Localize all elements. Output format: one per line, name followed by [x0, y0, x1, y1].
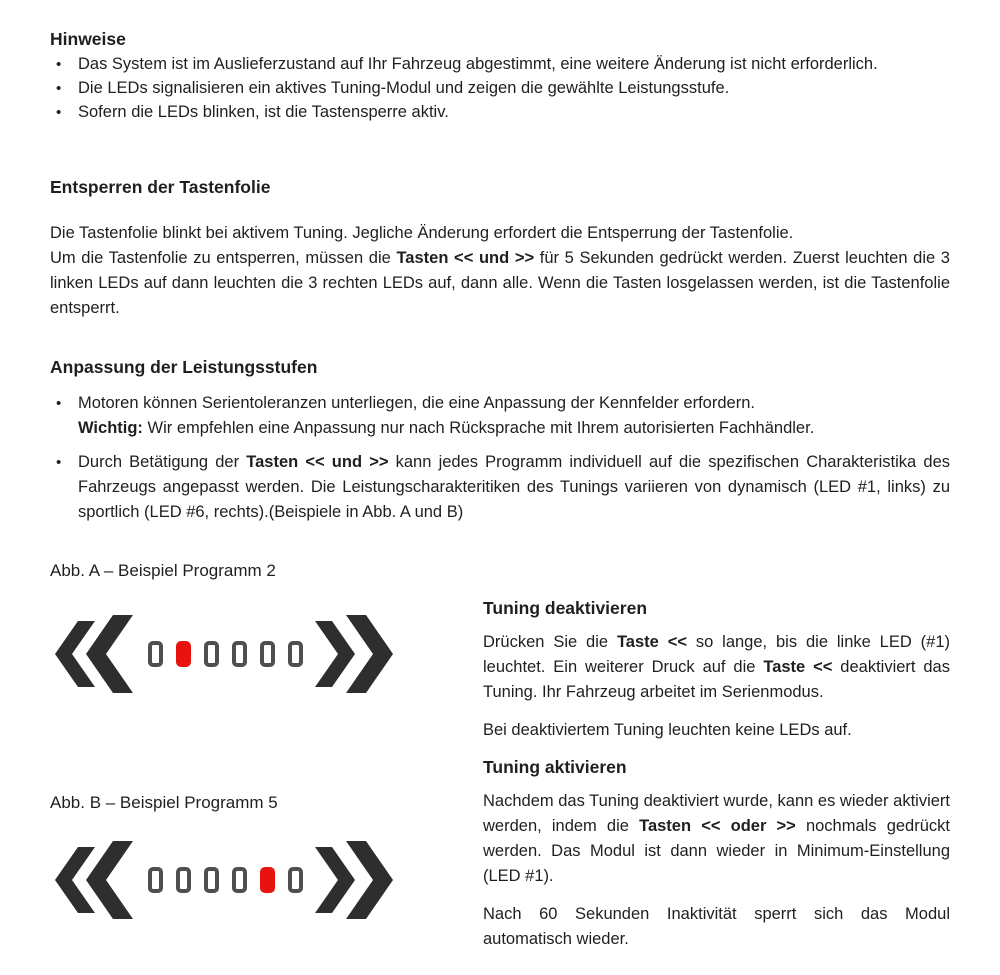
led-active — [260, 867, 275, 893]
section-heading-tuning-deaktivieren: Tuning deaktivieren — [483, 598, 648, 618]
bullet-icon — [56, 52, 61, 77]
section-heading-anpassung: Anpassung der Leistungsstufen — [50, 357, 318, 377]
led-strip — [148, 641, 303, 667]
led-inactive — [148, 867, 163, 893]
led-strip — [148, 867, 303, 893]
list-item — [50, 450, 950, 525]
section-heading-tuning-aktivieren: Tuning aktivieren — [483, 757, 627, 777]
bullet-text: Sofern die LEDs blinken, ist die Tastensperre aktiv. — [78, 103, 449, 121]
bullet-text: Das System ist im Auslieferzustand auf Ihr Fahrzeug abgestimmt, eine weitere Änderung ist nicht erforderlich. — [78, 55, 878, 73]
led-inactive — [204, 867, 219, 893]
bullet-icon — [56, 450, 61, 475]
double-chevron-left-icon — [55, 615, 133, 693]
figure-b-led-display — [55, 841, 393, 919]
led-inactive — [288, 641, 303, 667]
paragraph: Bei deaktiviertem Tuning leuchten keine LEDs auf. — [483, 721, 852, 739]
bullet-text: Wichtig: Wir empfehlen eine Anpassung nur nach Rücksprache mit Ihrem autorisierten Fachhändler. — [78, 419, 815, 437]
led-inactive — [288, 867, 303, 893]
bullet-icon — [56, 100, 61, 125]
led-inactive — [232, 867, 247, 893]
right-column — [483, 597, 950, 965]
double-chevron-right-icon — [315, 841, 393, 919]
figure-a-led-display — [55, 615, 393, 693]
led-inactive — [148, 641, 163, 667]
figure-b-label: Abb. B – Beispiel Programm 5 — [50, 793, 278, 812]
list-item — [50, 391, 950, 441]
paragraph: Nach 60 Sekunden Inaktivität sperrt sich das Modul automatisch wieder. — [483, 905, 950, 948]
paragraph: Um die Tastenfolie zu entsperren, müssen die Tasten << und >> für 5 Sekunden gedrückt werden. Zuerst leuchten die 3 linken LEDs auf dann leuchten die 3 rechten LEDs auf, dann alle. Wenn die Tasten losgelassen werden, ist die Tastenfolie entsperrt. — [50, 249, 950, 317]
figure-a-label: Abb. A – Beispiel Programm 2 — [50, 561, 276, 580]
paragraph: Nachdem das Tuning deaktiviert wurde, kann es wieder aktiviert werden, indem die Tasten << oder >> nochmals gedrückt werden. Das Modul ist dann wieder in Minimum-Einstellung (LED #1). — [483, 792, 950, 885]
anpassung-bullet-list — [50, 391, 950, 525]
section-heading-hinweise: Hinweise — [50, 29, 126, 49]
paragraph: Die Tastenfolie blinkt bei aktivem Tuning. Jegliche Änderung erfordert die Entsperrung der Tastenfolie. — [50, 224, 794, 242]
bullet-icon — [56, 391, 61, 416]
section-heading-entsperren: Entsperren der Tastenfolie — [50, 177, 271, 197]
double-chevron-right-icon — [315, 615, 393, 693]
led-inactive — [204, 641, 219, 667]
entsperren-paragraphs — [50, 221, 950, 321]
led-active — [176, 641, 191, 667]
hinweise-bullet-list — [50, 52, 950, 124]
led-inactive — [176, 867, 191, 893]
list-item — [50, 76, 950, 100]
led-inactive — [232, 641, 247, 667]
led-inactive — [260, 641, 275, 667]
double-chevron-left-icon — [55, 841, 133, 919]
bullet-text: Motoren können Serientoleranzen unterliegen, die eine Anpassung der Kennfelder erfordern. — [78, 394, 755, 412]
paragraph: Drücken Sie die Taste << so lange, bis die linke LED (#1) leuchtet. Ein weiterer Druck auf die Taste << deaktiviert das Tuning. Ihr Fahrzeug arbeitet im Serienmodus. — [483, 633, 951, 701]
bullet-text: Die LEDs signalisieren ein aktives Tuning-Modul und zeigen die gewählte Leistungsstufe. — [78, 79, 730, 97]
bullet-icon — [56, 76, 61, 101]
bullet-text: Durch Betätigung der Tasten << und >> kann jedes Programm individuell auf die spezifischen Charakteristika des Fahrzeugs angepasst werden. Die Leistungscharakteritiken des Tunings variieren von dynamisch (LED #1, links) zu sportlich (LED #6, rechts).(Beispiele in Abb. A und B) — [78, 453, 950, 521]
list-item — [50, 52, 950, 76]
list-item — [50, 100, 950, 124]
